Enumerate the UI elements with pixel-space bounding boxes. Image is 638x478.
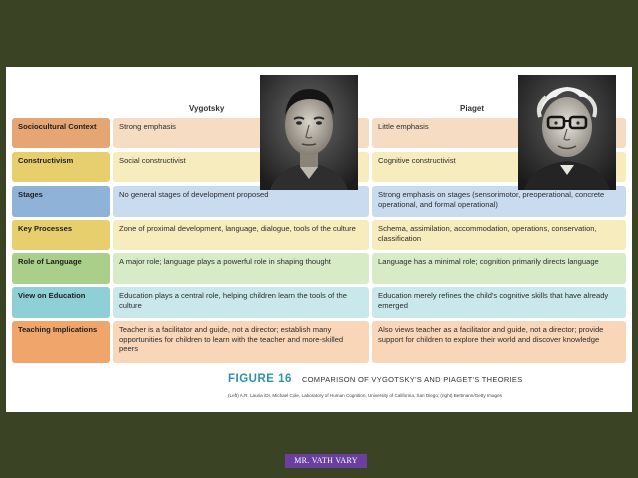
piaget-cell: Education merely refines the child's cognitive skills that have already emerged (372, 287, 626, 318)
row-label: Key Processes (12, 220, 110, 250)
photo-credit: (Left) A.R. Lauria /Dr. Michael Cole, Laboratory of Human Cognition, University of California, San Diego; (right) Bettmann/Getty Images (228, 393, 502, 398)
figure-caption (228, 373, 523, 385)
piaget-cell: Schema, assimilation, accommodation, operations, conservation, classification (372, 220, 626, 250)
vygotsky-cell: Teacher is a facilitator and guide, not a director; establish many opportunities for children to learn with the teacher and more-skilled peers (113, 321, 369, 363)
author-badge: MR. VATH VARY (285, 454, 367, 468)
vygotsky-cell: A major role; language plays a powerful role in shaping thought (113, 253, 369, 284)
piaget-portrait (518, 75, 616, 190)
piaget-cell: Little emphasis (372, 118, 626, 148)
table-row (12, 186, 626, 217)
piaget-cell: Cognitive constructivist (372, 152, 626, 182)
table-row (12, 287, 626, 318)
table-row (12, 220, 626, 250)
figure-number: FIGURE 16 (228, 373, 292, 385)
row-label: View on Education (12, 287, 110, 318)
vygotsky-cell: Strong emphasis (113, 118, 369, 148)
row-label: Teaching Implications (12, 321, 110, 363)
row-label: Sociocultural Context (12, 118, 110, 148)
vygotsky-cell: Education plays a central role, helping children learn the tools of the culture (113, 287, 369, 318)
piaget-column-header: Piaget (460, 104, 485, 113)
figure-title: COMPARISON OF VYGOTSKY'S AND PIAGET'S THEORIES (301, 375, 523, 384)
table-row (12, 253, 626, 284)
row-label: Constructivism (12, 152, 110, 182)
row-label: Stages (12, 186, 110, 217)
vygotsky-cell: Social constructivist (113, 152, 369, 182)
row-label: Role of Language (12, 253, 110, 284)
vygotsky-cell: No general stages of development proposed (113, 186, 369, 217)
vygotsky-cell: Zone of proximal development, language, dialogue, tools of the culture (113, 220, 369, 250)
vygotsky-column-header: Vygotsky (189, 104, 225, 113)
piaget-cell: Strong emphasis on stages (sensorimotor, preoperational, concrete operational, and formal operational) (372, 186, 626, 217)
table-row (12, 321, 626, 363)
piaget-cell: Also views teacher as a facilitator and guide, not a director; provide support for children to explore their world and discover knowledge (372, 321, 626, 363)
piaget-cell: Language has a minimal role; cognition primarily directs language (372, 253, 626, 284)
slide (6, 67, 632, 412)
vygotsky-portrait (260, 75, 358, 190)
